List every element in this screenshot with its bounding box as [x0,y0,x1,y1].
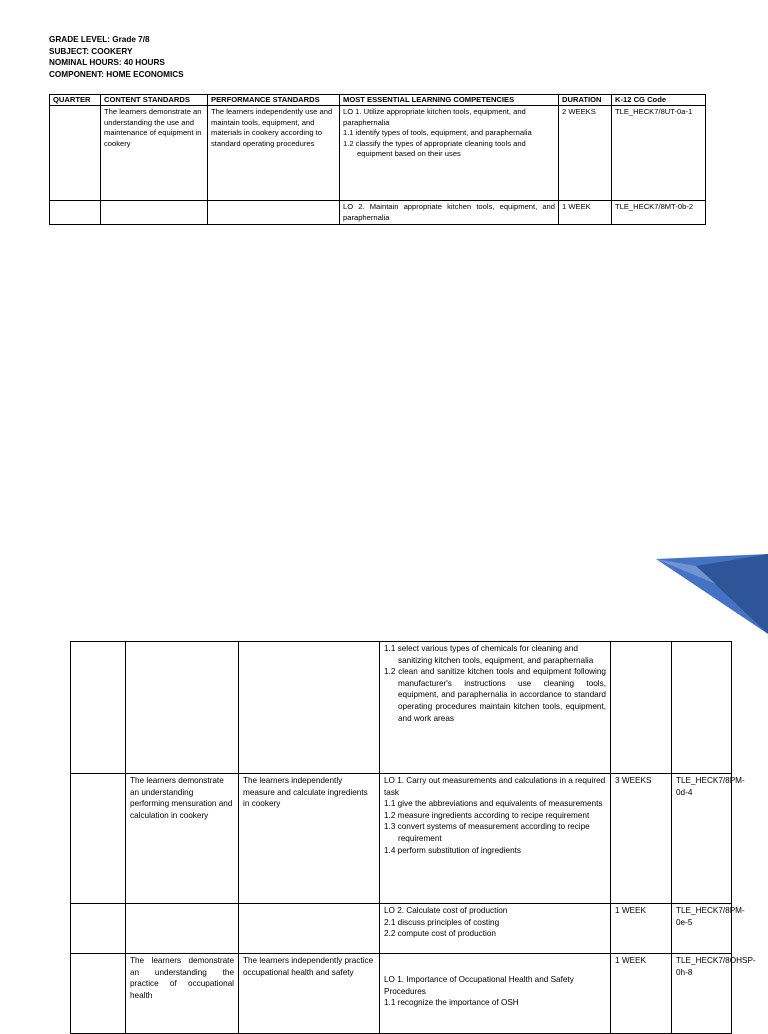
learning-outcome: LO 2. Maintain appropriate kitchen tools, equipment, and paraphernalia [343,202,555,222]
duration-cell [611,642,672,774]
competency-item: 1.2 clean and sanitize kitchen tools and equipment following manufacturer's instructions use cleaning tools, equipment, and paraphernalia in accordance to standard operating procedures maintain kitchen tools, equipment, and work areas [384,667,606,723]
component: COMPONENT: HOME ECONOMICS [49,69,184,79]
duration-cell: 1 WEEK [611,954,672,1034]
performance-standards-cell: The learners independently practice occupational health and safety [239,954,380,1034]
duration-cell: 1 WEEK [559,201,612,225]
performance-standards-cell [239,642,380,774]
learning-outcome: LO 1. Importance of Occupational Health and Safety Procedures [384,975,574,996]
code-cell [672,642,732,774]
quarter-cell [71,954,126,1034]
competency-item: 1.1 recognize the importance of OSH [384,998,519,1008]
performance-standards-cell: The learners independently measure and calculate ingredients in cookery [239,774,380,904]
curriculum-table-page-2 [70,641,756,1034]
competencies-cell [380,954,611,1034]
table-row [71,954,732,1034]
content-standards-cell: The learners demonstrate an understanding performing mensuration and calculation in cookery [126,774,239,904]
duration-cell: 1 WEEK [611,904,672,954]
competencies-cell [380,904,611,954]
quarter-cell [71,904,126,954]
column-header-performance-standards: PERFORMANCE STANDARDS [208,95,340,106]
column-header-content-standards: CONTENT STANDARDS [101,95,208,106]
duration-cell: 2 WEEKS [559,106,612,201]
code-cell: TLE_HECK7/8UT-0a-1 [612,106,706,201]
grade-level: GRADE LEVEL: Grade 7/8 [49,35,150,44]
performance-standards-cell [239,904,380,954]
table-row [71,642,732,774]
competency-item: 1.3 convert systems of measurement according to recipe requirement [384,822,590,843]
content-standards-cell [126,904,239,954]
column-header-duration: DURATION [559,95,612,106]
content-standards-cell: The learners demonstrate an understanding the practice of occupational health [126,954,239,1034]
code-cell: TLE_HECK7/8MT-0b-2 [612,201,706,225]
table-row [71,904,732,954]
content-standards-cell [126,642,239,774]
curriculum-table-page-1 [49,94,706,225]
triangle-dark [696,554,768,634]
table-row [50,201,706,225]
document-header [49,34,184,80]
quarter-cell [50,106,101,201]
competencies-cell [340,106,559,201]
learning-outcome: LO 2. Calculate cost of production [384,906,508,915]
competencies-cell [380,642,611,774]
competency-item: 1.1 select various types of chemicals for cleaning and sanitizing kitchen tools, equipment, and paraphernalia [384,644,594,665]
code-cell: TLE_HECK7/8OHSP-0h-8 [672,954,732,1034]
competency-item: 1.1 give the abbreviations and equivalents of measurements [384,799,603,809]
performance-standards-cell [208,201,340,225]
competencies-cell [340,201,559,225]
content-standards-cell: The learners demonstrate an understanding the use and maintenance of equipment in cookery [101,106,208,201]
competency-item: 1.1 identify types of tools, equipment, and paraphernalia [343,128,532,138]
column-header-code: K-12 CG Code [612,95,706,106]
competency-item: 1.2 classify the types of appropriate cleaning tools and equipment based on their uses [343,138,526,159]
table-row [71,774,732,904]
duration-cell: 3 WEEKS [611,774,672,904]
nominal-hours: NOMINAL HOURS: 40 HOURS [49,58,165,67]
column-header-quarter: QUARTER [50,95,101,106]
table-row [50,106,706,201]
code-cell: TLE_HECK7/8PM-0e-5 [672,904,732,954]
competencies-cell [380,774,611,904]
quarter-cell [71,642,126,774]
learning-outcome: LO 1. Utilize appropriate kitchen tools, equipment, and paraphernalia [343,107,526,127]
quarter-cell [50,201,101,225]
competency-item: 1.4 perform substitution of ingredients [384,845,521,855]
content-standards-cell [101,201,208,225]
corner-triangle-decoration [656,554,768,634]
quarter-cell [71,774,126,904]
competency-item: 2.2 compute cost of production [384,929,496,939]
column-header-competencies: MOST ESSENTIAL LEARNING COMPETENCIES [340,95,559,106]
learning-outcome: LO 1. Carry out measurements and calculations in a required task [384,776,606,797]
performance-standards-cell: The learners independently use and maintain tools, equipment, and materials in cookery according to standard operating procedures [208,106,340,201]
code-cell: TLE_HECK7/8PM-0d-4 [672,774,732,904]
competency-item: 1.2 measure ingredients according to recipe requirement [384,810,590,820]
competency-item: 2.1 discuss principles of costing [384,917,500,927]
table-header-row [50,95,706,106]
subject: SUBJECT: COOKERY [49,46,133,56]
